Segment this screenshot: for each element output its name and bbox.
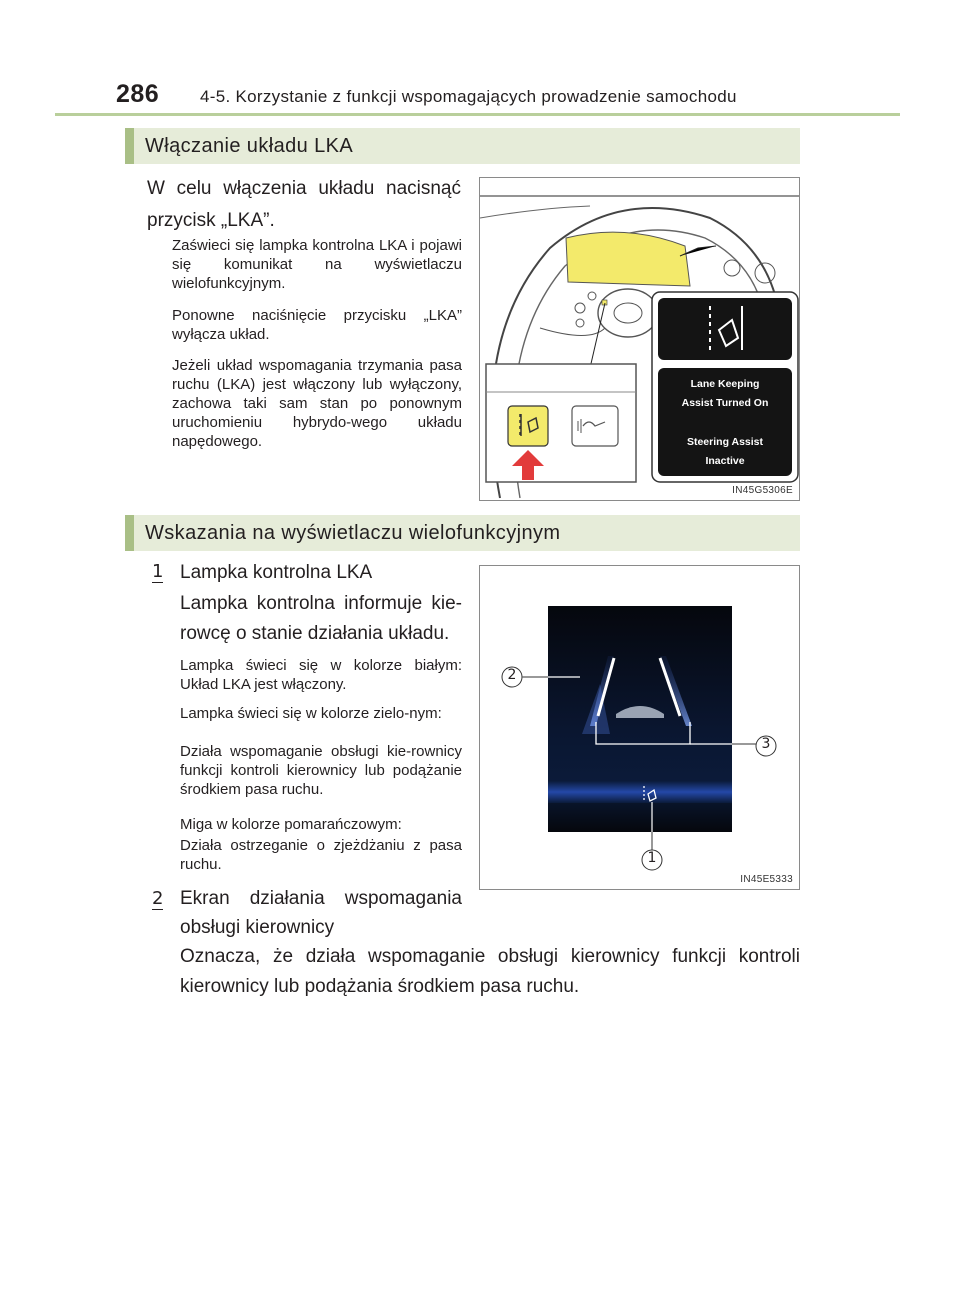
item-1-title: Lampka kontrolna LKA [180,562,373,583]
page-header [0,0,960,120]
item-2-desc: Oznacza, że działa wspomaganie obsługi kierownicy funkcji kontroli kierownicy lub podążania środkiem pasa ruchu. [180,946,800,997]
figure-lka-button [479,177,800,501]
item-2-title: Ekran działania wspomagania obsługi kierownicy [180,888,462,938]
item-1-note-2a: Lampka świeci się w kolorze zielo-nym: [180,705,442,722]
section-heading-edge [125,515,134,551]
message-line-2: Assist Turned On [681,397,769,409]
header-divider [55,113,900,116]
message-line-4: Inactive [705,455,745,467]
item-1-note-1: Lampka świeci się w kolorze białym: Układ LKA jest włączony. [180,657,462,693]
figure-code: IN45G5306E [732,485,793,496]
section1-note-3: Jeżeli układ wspomagania trzymania pasa ruchu (LKA) jest włączony lub wyłączony, zachowa taki sam stan po ponownym uruchomieniu hybrydo-wego układu napędowego. [172,357,462,450]
message-line-1: Lane Keeping [690,378,760,390]
section1-intro: W celu włączenia układu nacisnąć przycisk „LKA”. [147,178,461,231]
callout-1: 1 [647,850,657,866]
mid-display-illustration [480,566,800,890]
item-number-1: 1 [152,561,164,582]
section-heading-display-indications [125,515,800,551]
chapter-title: 4-5. Korzystanie z funkcji wspomagających prowadzenie samochodu [200,87,737,106]
page-number: 286 [116,80,160,108]
callout-3: 3 [761,736,771,752]
item-1-note-3a: Miga w kolorze pomarańczowym: [180,816,402,833]
figure-code: IN45E5333 [740,874,793,885]
item-1-note-2b: Działa wspomaganie obsługi kie-rownicy funkcji kontroli kierownicy lub podążanie środkiem pasa ruchu. [180,743,462,798]
callout-2: 2 [507,667,517,683]
section1-note-2: Ponowne naciśnięcie przycisku „LKA” wyłącza układ. [172,307,462,343]
item-number-2: 2 [152,888,164,909]
figure-mid-display [479,565,800,890]
item-1-desc: Lampka kontrolna informuje kie-rowcę o stanie działania układu. [180,593,462,644]
section-title: Wskazania na wyświetlaczu wielofunkcyjnym [145,522,561,544]
section-heading-edge [125,128,134,164]
section-heading-lka-activation [125,128,800,164]
item-1-note-3b: Działa ostrzeganie o zjeżdżaniu z pasa ruchu. [180,837,462,873]
section1-note-1: Zaświeci się lampka kontrolna LKA i pojawi się komunikat na wyświetlaczu wielofunkcyjnym. [172,237,462,292]
message-line-3: Steering Assist [686,436,764,448]
section-title: Włączanie układu LKA [145,135,354,157]
display-message [658,375,792,471]
